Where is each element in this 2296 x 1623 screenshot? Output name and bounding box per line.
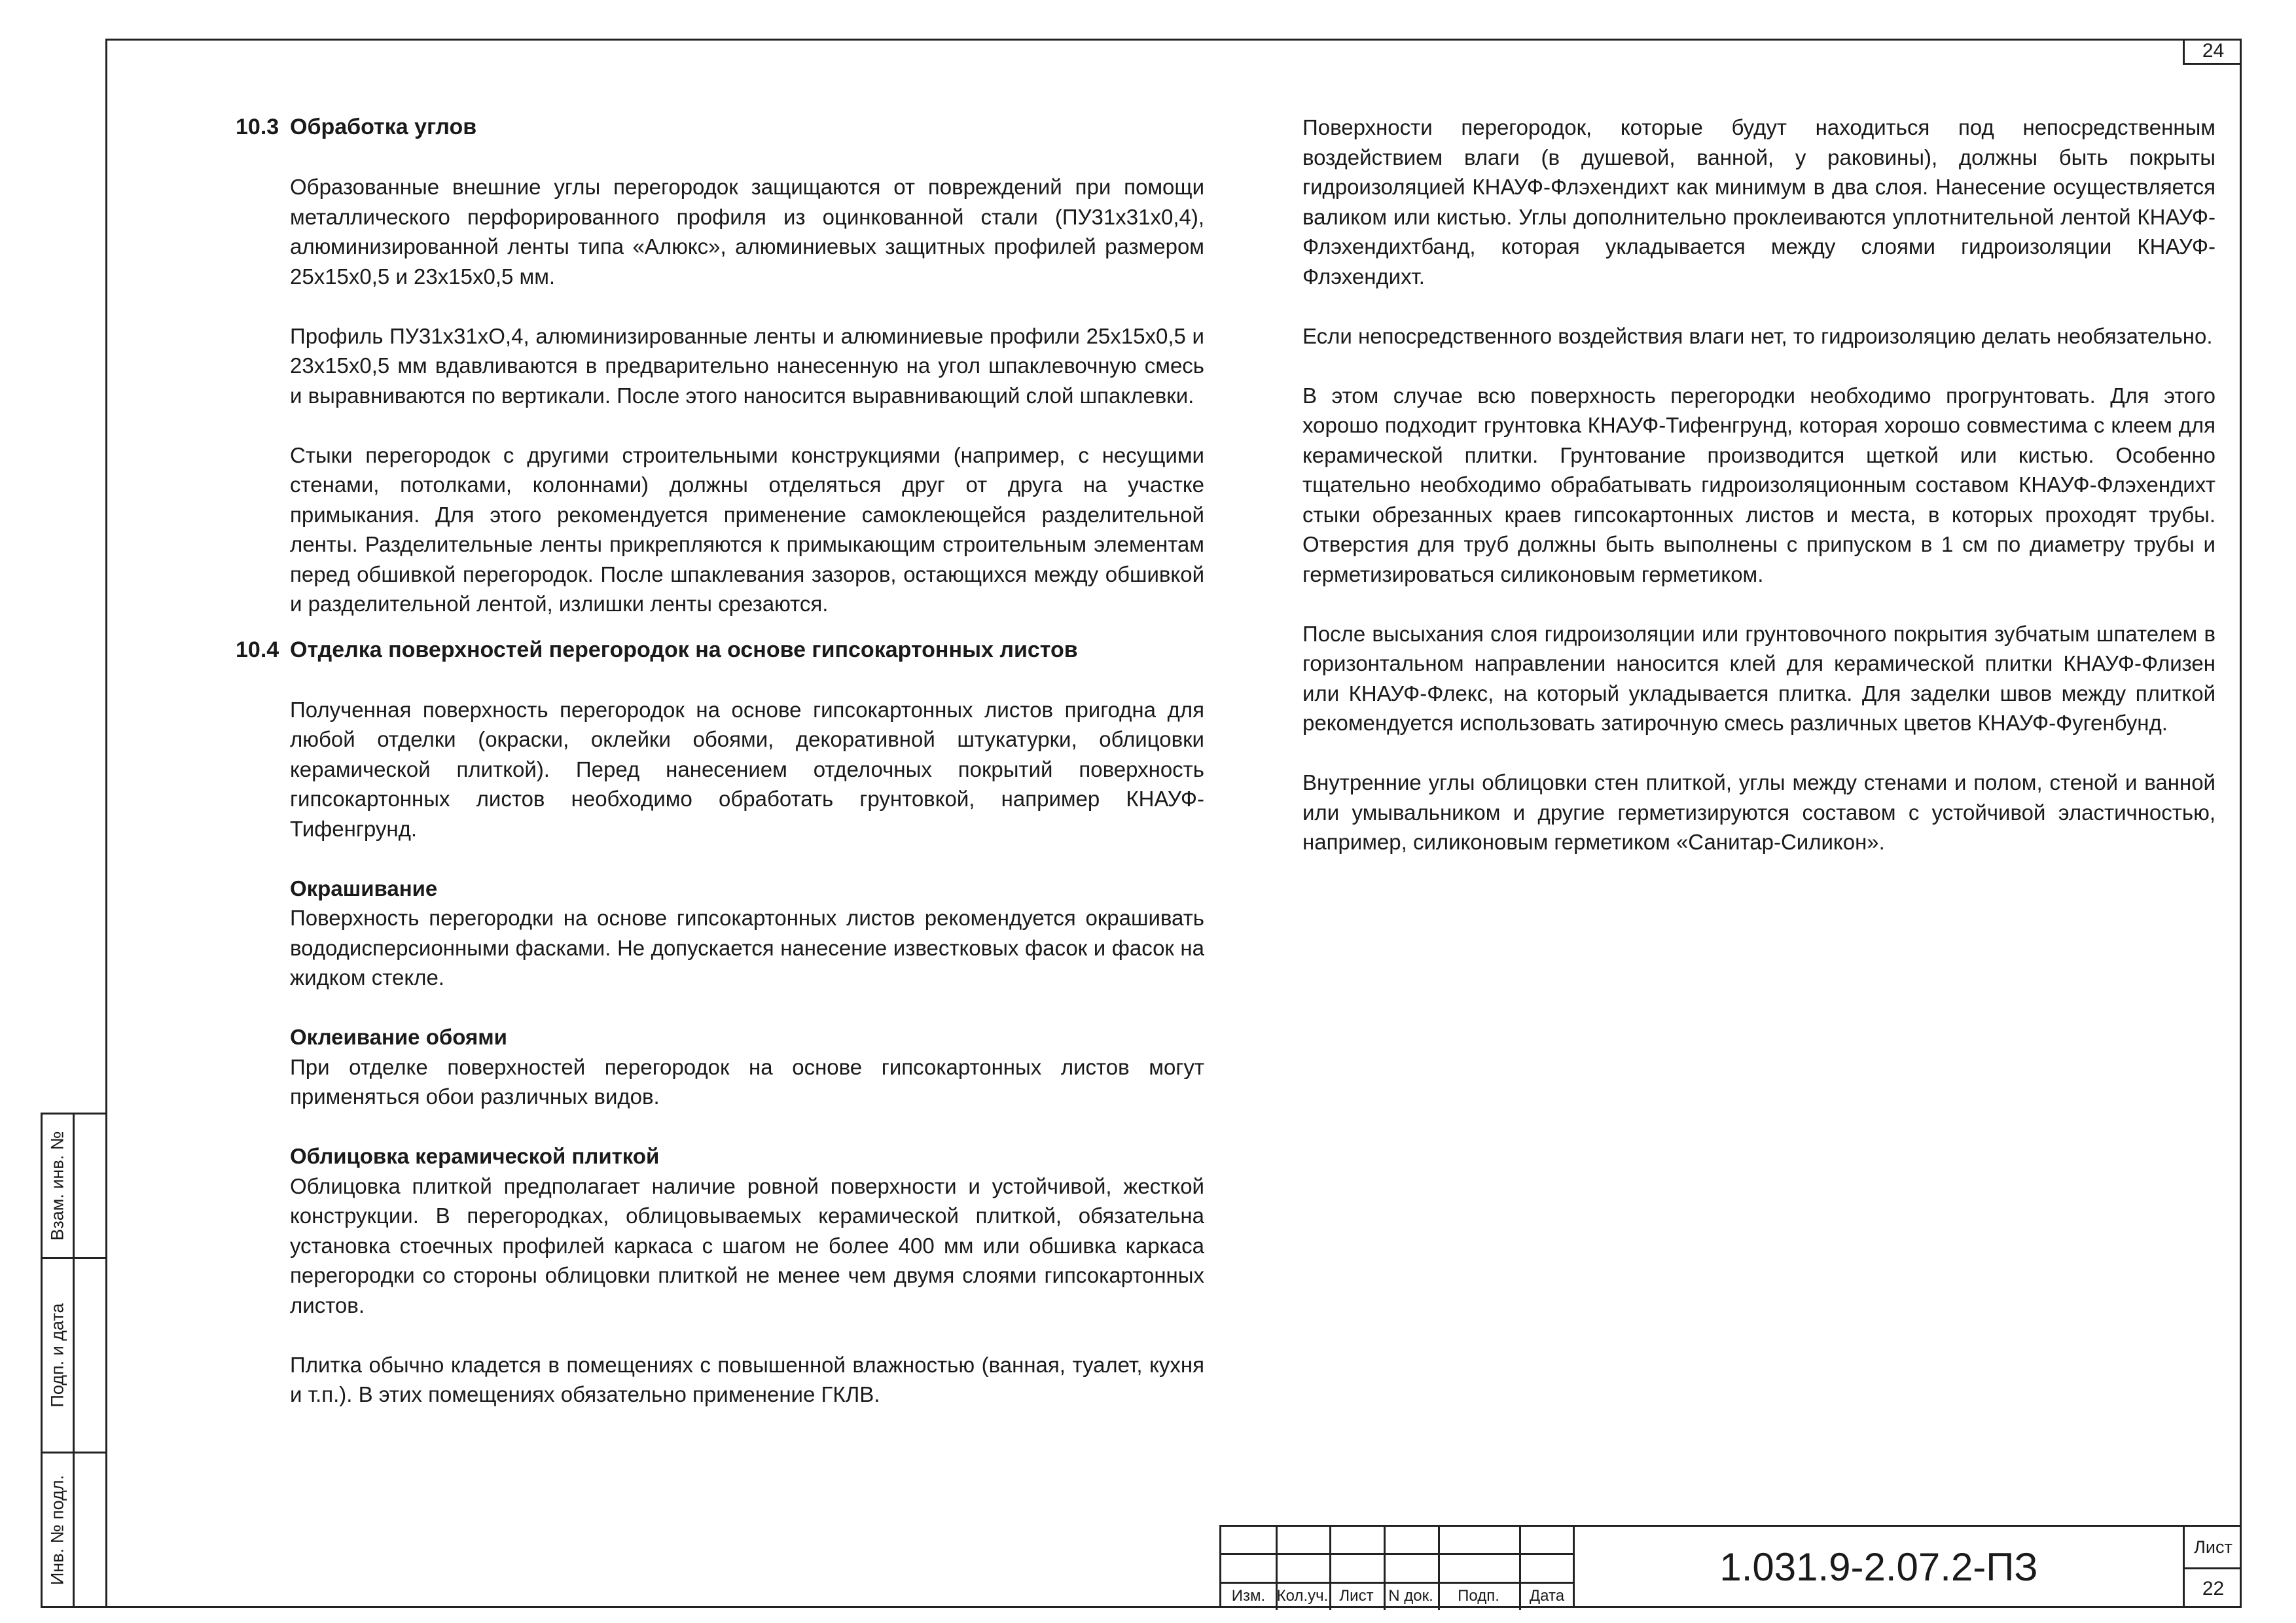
sheet-box — [2183, 1525, 2242, 1608]
paragraph: При отделке поверхностей перегородок на основе гипсокартонных листов могут применяться обои различных видов. — [290, 1054, 1204, 1109]
side-stamp-podp — [41, 1257, 107, 1454]
side-stamp-inv — [41, 1452, 107, 1608]
col-ndok: N док. — [1388, 1587, 1433, 1605]
side-stamp-vzam — [41, 1113, 107, 1259]
paragraph: В этом случае всю поверхность перегородки необходимо прогрунтовать. Для этого хорошо подходит грунтовка КНАУФ-Тифенгрунд, которая хорошо совместима с клеем для керамической плитки. Грунтование производится щеткой или кистью. Особенно тщательно необходимо обрабатывать гидроизоляционным составом КНАУФ-Флэхендихт стыки обрезанных краев гипсокартонных листов и места, в которых проходят трубы. Отверстия для труб должны быть выполнены с припуском в 1 см по диаметру трубы и герметизироваться силиконовым герметиком. — [1302, 383, 2215, 586]
side-label: Взам. инв. № — [47, 1131, 67, 1241]
section-number: 10.3 — [236, 115, 279, 139]
col-podp: Подп. — [1458, 1587, 1499, 1605]
col-izm: Изм. — [1231, 1587, 1266, 1605]
paragraph: Полученная поверхность перегородок на основе гипсокартонных листов пригодна для любой отделки (окраски, оклейки обоями, декоративной штукатурки, облицовки керамической плиткой). Перед нанесением отделочных покрытий поверхность гипсокартонных листов необходимо обработать грунтовкой, например КНАУФ-Тифенгрунд. — [290, 697, 1204, 841]
paragraph: Поверхность перегородки на основе гипсокартонных листов рекомендуется окрашивать вододисперсионными фасками. Не допускается нанесение известковых фасок и фасок на жидком стекле. — [290, 906, 1204, 990]
paragraph: Стыки перегородок с другими строительными конструкциями (например, с несущими стенами, потолками, колоннами) должны отделяться друг от друга на участке примыкания. Для этого рекомендуется применение самоклеющейся разделительной ленты. Разделительные ленты прикрепляются к примыкающим строительным элементам перед обшивкой перегородок. После шпаклевания зазоров, остающихся между обшивкой и разделительной лентой, излишки ленты срезаются. — [290, 442, 1204, 616]
paragraph: Облицовка плиткой предполагает наличие ровной поверхности и устойчивой, жесткой конструкции. В перегородках, облицовываемых керамической плиткой, обязательна установка стоечных профилей каркаса с шагом не более 400 мм или обшивка каркаса перегородки со стороны облицовки плиткой не менее чем двумя слоями гипсокартонных листов. — [290, 1173, 1204, 1317]
top-page-number: 24 — [2183, 39, 2242, 65]
col-koluch: Кол.уч. — [1276, 1587, 1329, 1605]
sheet-number: 22 — [2202, 1578, 2225, 1599]
right-column — [1302, 113, 2215, 887]
col-data: Дата — [1529, 1587, 1565, 1605]
left-column — [236, 113, 1204, 1439]
paragraph: Внутренние углы облицовки стен плиткой, углы между стенами и полом, стеной и ванной или умывальником и другие герметизируются составом с устойчивой эластичностью, например, силиконовым герметиком «Санитар-Силикон». — [1302, 770, 2215, 854]
title-block — [1219, 1525, 2242, 1608]
paragraph: Если непосредственного воздействия влаги нет, то гидроизоляцию делать необязательно. — [1302, 323, 2213, 348]
section-title: Отделка поверхностей перегородок на основе гипсокартонных листов — [290, 637, 1078, 662]
side-label: Инв. № подл. — [47, 1474, 67, 1585]
col-list: Лист — [1339, 1587, 1374, 1605]
paragraph: Плитка обычно кладется в помещениях с повышенной влажностью (ванная, туалет, кухня и т.п.). В этих помещениях обязательно применение ГКЛВ. — [290, 1352, 1204, 1406]
subheading-wallpaper: Оклеивание обоями — [290, 1025, 507, 1049]
subheading-tile: Облицовка керамической плиткой — [290, 1144, 660, 1168]
section-10-3-heading — [236, 113, 1204, 143]
paragraph: Образованные внешние углы перегородок защищаются от повреждений при помощи металлического перфорированного профиля из оцинкованной стали (ПУ31х31х0,4), алюминизированной ленты типа «Алюкс», алюминиевых защитных профилей размером 25х15х0,5 и 23х15х0,5 мм. — [290, 175, 1204, 289]
document-designation: 1.031.9-2.07.2-ПЗ — [1573, 1525, 2183, 1608]
paragraph: Поверхности перегородок, которые будут находиться под непосредственным воздействием влаги (в душевой, ванной, у раковины), должны быть покрыты гидроизоляцией КНАУФ-Флэхендихт как минимум в два слоя. Нанесение осуществляется валиком или кистью. Углы дополнительно проклеиваются уплотнительной лентой КНАУФ-Флэхендихтбанд, которая укладывается между слоями гидроизоляции КНАУФ-Флэхендихт. — [1302, 115, 2215, 289]
revision-grid — [1219, 1525, 1573, 1608]
section-number: 10.4 — [236, 637, 279, 662]
paragraph: Профиль ПУ31х31хО,4, алюминизированные ленты и алюминиевые профили 25х15х0,5 и 23х15х0,5 мм вдавливаются в предварительно нанесенную на угол шпаклевочную смесь и выравниваются по вертикали. После этого наносится выравнивающий слой шпаклевки. — [290, 323, 1204, 408]
section-title: Обработка углов — [290, 115, 477, 139]
sheet-label: Лист — [2185, 1527, 2242, 1569]
side-label: Подп. и дата — [47, 1303, 67, 1408]
section-10-4-heading — [236, 635, 1204, 666]
subheading-painting: Окрашивание — [290, 876, 438, 901]
paragraph: После высыхания слоя гидроизоляции или грунтовочного покрытия зубчатым шпателем в горизонтальном направлении наносится клей для керамической плитки КНАУФ-Флизен или КНАУФ-Флекс, на который укладывается плитка. Для заделки швов между плиткой рекомендуется использовать затирочную смесь различных цветов КНАУФ-Фугенбунд. — [1302, 621, 2215, 735]
